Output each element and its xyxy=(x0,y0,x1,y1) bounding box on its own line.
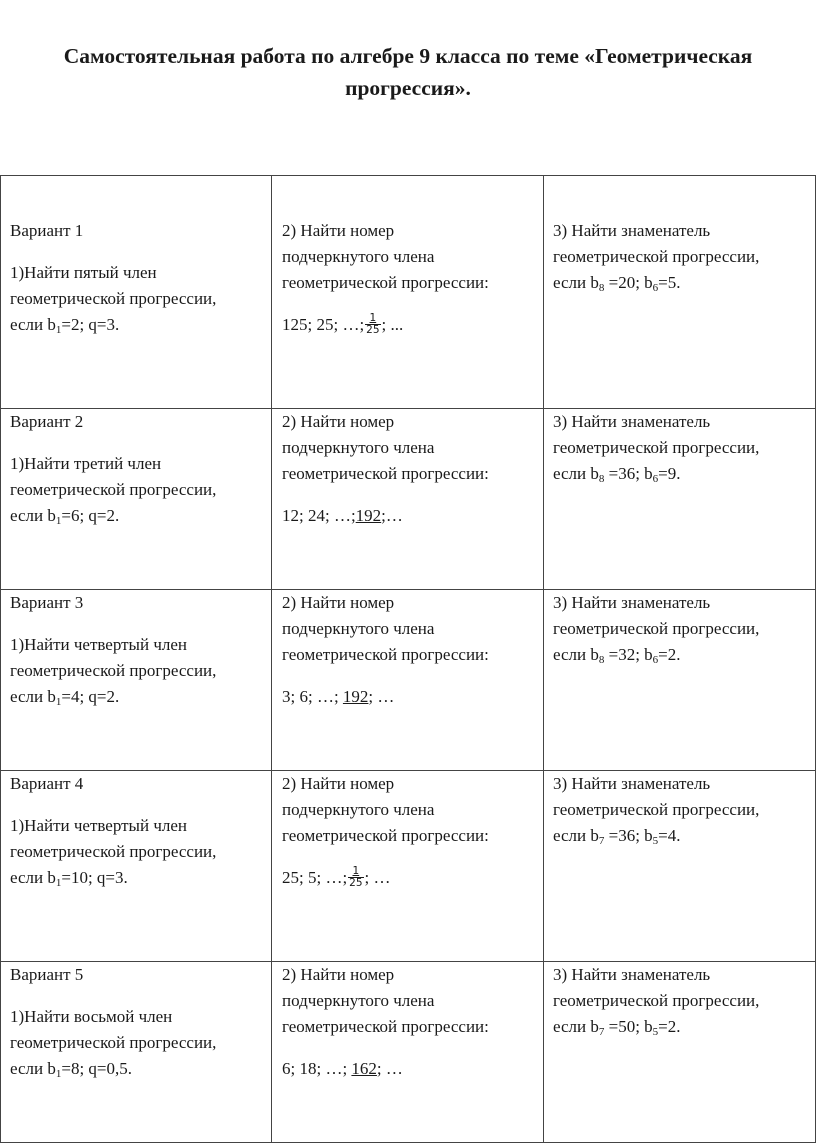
cond-subscript: 1 xyxy=(55,324,62,336)
sequence xyxy=(282,1056,537,1082)
cond-text: если b xyxy=(553,645,599,664)
task1-line: 1)Найти пятый член xyxy=(10,263,157,282)
cond-text: =32; b xyxy=(604,645,653,664)
fraction-numerator: 1 xyxy=(348,866,363,878)
underlined-term: 162 xyxy=(351,1059,377,1078)
task2-line: 2) Найти номер xyxy=(282,774,395,793)
task2-line: подчеркнутого члена xyxy=(282,619,435,638)
row-4-task-2 xyxy=(282,771,537,891)
task1-line: 1)Найти восьмой член xyxy=(10,1007,173,1026)
cond-subscript: 6 xyxy=(652,282,659,294)
task3-line: 3) Найти знаменатель xyxy=(553,774,711,793)
tasks-table xyxy=(0,175,816,1143)
task2-line: геометрической прогрессии: xyxy=(282,464,489,483)
row-5-task-2 xyxy=(282,962,537,1082)
cond-subscript: 6 xyxy=(652,473,659,485)
sequence xyxy=(282,865,537,891)
task2-line: подчеркнутого члена xyxy=(282,991,435,1010)
task3-line: 3) Найти знаменатель xyxy=(553,221,711,240)
task3-line: 3) Найти знаменатель xyxy=(553,965,711,984)
row-2-task-3 xyxy=(553,409,815,489)
task1-line: геометрической прогрессии, xyxy=(10,661,217,680)
cond-text: если b xyxy=(10,868,56,887)
task1-line: 1)Найти четвертый член xyxy=(10,635,188,654)
cond-text: если b xyxy=(553,826,599,845)
variant-label: Вариант 2 xyxy=(10,412,84,431)
sequence-text: 25; 5; …; xyxy=(282,868,348,887)
task1-line: геометрической прогрессии, xyxy=(10,289,217,308)
task1-condition xyxy=(10,684,265,712)
cond-subscript: 8 xyxy=(598,473,605,485)
cond-text: если b xyxy=(10,687,56,706)
cond-text: =10; q=3. xyxy=(61,868,128,887)
row-1-task-2 xyxy=(282,218,537,338)
task1-line: геометрической прогрессии, xyxy=(10,1033,217,1052)
task3-line: геометрической прогрессии, xyxy=(553,247,760,266)
task2-line: подчеркнутого члена xyxy=(282,800,435,819)
sequence xyxy=(282,684,537,710)
sequence-text: 6; 18; …; xyxy=(282,1059,352,1078)
row-3-task-1 xyxy=(10,590,265,712)
row-4-task-1 xyxy=(10,771,265,893)
row-2-task-1 xyxy=(10,409,265,531)
cond-subscript: 1 xyxy=(55,696,62,708)
cond-text: если b xyxy=(10,1059,56,1078)
task2-line: геометрической прогрессии: xyxy=(282,645,489,664)
task3-line: геометрической прогрессии, xyxy=(553,438,760,457)
underlined-term: 192 xyxy=(342,687,369,706)
task3-line: геометрической прогрессии, xyxy=(553,800,760,819)
task1-condition xyxy=(10,865,265,893)
fraction-numerator: 1 xyxy=(365,313,380,325)
task1-condition xyxy=(10,503,265,531)
column-divider-2 xyxy=(543,176,544,1142)
row-4-task-3 xyxy=(553,771,815,851)
cond-text: =2. xyxy=(658,1017,681,1036)
row-5-task-3 xyxy=(553,962,815,1042)
cond-subscript: 7 xyxy=(598,1026,605,1038)
cond-text: =2. xyxy=(658,645,681,664)
sequence xyxy=(282,503,537,529)
row-3-task-2 xyxy=(282,590,537,710)
task1-line: 1)Найти четвертый член xyxy=(10,816,188,835)
task2-line: геометрической прогрессии: xyxy=(282,273,489,292)
cond-subscript: 5 xyxy=(652,835,659,847)
fraction-denominator: 25 xyxy=(349,876,363,889)
table-border-left xyxy=(0,176,1,1142)
task3-condition xyxy=(553,270,815,298)
row-2-task-2 xyxy=(282,409,537,529)
cond-text: если b xyxy=(10,315,56,334)
sequence xyxy=(282,312,537,338)
sequence-text: ;… xyxy=(381,506,403,525)
task3-condition xyxy=(553,823,815,851)
sequence-text: ; ... xyxy=(381,315,404,334)
page-title xyxy=(0,40,816,104)
fraction xyxy=(365,313,380,336)
cond-text: =36; b xyxy=(604,464,653,483)
cond-text: если b xyxy=(10,506,56,525)
task2-line: подчеркнутого члена xyxy=(282,438,435,457)
title-line-1: Самостоятельная работа по алгебре 9 класса по теме «Геометрическая xyxy=(63,44,753,68)
task2-line: 2) Найти номер xyxy=(282,965,395,984)
task3-line: геометрической прогрессии, xyxy=(553,991,760,1010)
task2-line: 2) Найти номер xyxy=(282,593,395,612)
task2-line: 2) Найти номер xyxy=(282,221,395,240)
sequence-text: ; … xyxy=(368,687,395,706)
task3-line: геометрической прогрессии, xyxy=(553,619,760,638)
task2-line: геометрической прогрессии: xyxy=(282,826,489,845)
cond-subscript: 1 xyxy=(55,877,62,889)
task3-condition xyxy=(553,461,815,489)
row-5-task-1 xyxy=(10,962,265,1084)
cond-subscript: 8 xyxy=(598,282,605,294)
task1-line: 1)Найти третий член xyxy=(10,454,162,473)
task3-line: 3) Найти знаменатель xyxy=(553,412,711,431)
cond-text: =4; q=2. xyxy=(61,687,120,706)
cond-text: =5. xyxy=(658,273,681,292)
variant-label: Вариант 3 xyxy=(10,593,84,612)
cond-text: если b xyxy=(553,1017,599,1036)
cond-subscript: 7 xyxy=(598,835,605,847)
cond-subscript: 6 xyxy=(652,654,659,666)
task3-condition xyxy=(553,642,815,670)
cond-text: =50; b xyxy=(604,1017,653,1036)
cond-text: =2; q=3. xyxy=(61,315,120,334)
cond-subscript: 8 xyxy=(598,654,605,666)
cond-text: =4. xyxy=(658,826,681,845)
row-1-task-1 xyxy=(10,218,265,340)
sequence-text: ; … xyxy=(376,1059,403,1078)
task3-line: 3) Найти знаменатель xyxy=(553,593,711,612)
task2-line: подчеркнутого члена xyxy=(282,247,435,266)
cond-text: =9. xyxy=(658,464,681,483)
underlined-term: 192 xyxy=(355,506,382,525)
sequence-text: 12; 24; …; xyxy=(282,506,356,525)
cond-subscript: 1 xyxy=(55,1068,62,1080)
cond-text: =36; b xyxy=(604,826,653,845)
task1-line: геометрической прогрессии, xyxy=(10,480,217,499)
task3-condition xyxy=(553,1014,815,1042)
cond-text: =6; q=2. xyxy=(61,506,120,525)
cond-text: =8; q=0,5. xyxy=(61,1059,133,1078)
row-1-task-3 xyxy=(553,218,815,298)
sequence-text: ; … xyxy=(364,868,391,887)
fraction xyxy=(348,866,363,889)
fraction-denominator: 25 xyxy=(366,323,380,336)
title-line-2: прогрессия». xyxy=(345,76,471,100)
variant-label: Вариант 1 xyxy=(10,221,84,240)
task2-line: 2) Найти номер xyxy=(282,412,395,431)
column-divider-1 xyxy=(271,176,272,1142)
variant-label: Вариант 5 xyxy=(10,965,84,984)
cond-subscript: 1 xyxy=(55,515,62,527)
task2-line: геометрической прогрессии: xyxy=(282,1017,489,1036)
task1-line: геометрической прогрессии, xyxy=(10,842,217,861)
cond-text: если b xyxy=(553,464,599,483)
row-3-task-3 xyxy=(553,590,815,670)
variant-label: Вариант 4 xyxy=(10,774,84,793)
task1-condition xyxy=(10,312,265,340)
cond-text: если b xyxy=(553,273,599,292)
sequence-text: 125; 25; …; xyxy=(282,315,365,334)
sequence-text: 3; 6; …; xyxy=(282,687,343,706)
cond-subscript: 5 xyxy=(652,1026,659,1038)
task1-condition xyxy=(10,1056,265,1084)
cond-text: =20; b xyxy=(604,273,653,292)
